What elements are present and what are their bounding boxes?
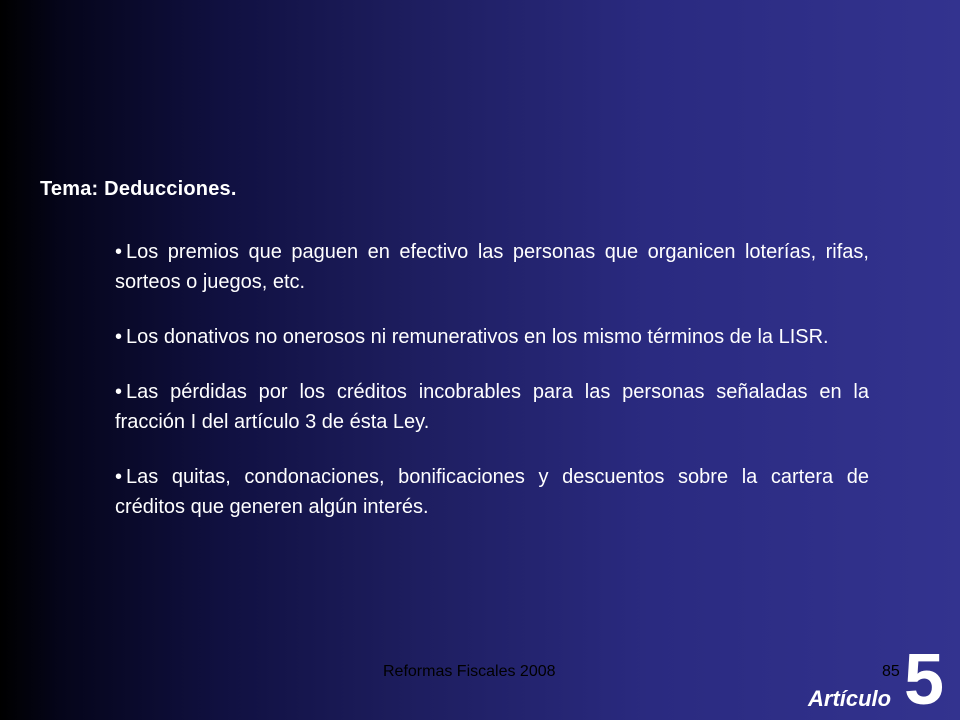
page-number: 85 bbox=[882, 663, 900, 680]
topic-heading: Tema: Deducciones. bbox=[40, 178, 237, 200]
bullet-dot-icon: • bbox=[115, 326, 123, 348]
bullet-list bbox=[115, 237, 869, 547]
bullet-item bbox=[115, 237, 869, 297]
bullet-item bbox=[115, 377, 869, 437]
bullet-item bbox=[115, 462, 869, 522]
bullet-text: Las pérdidas por los créditos incobrables para las personas señaladas en la fracción I del artículo 3 de ésta Ley. bbox=[115, 381, 869, 433]
bullet-dot-icon: • bbox=[115, 381, 123, 403]
article-label: Artículo bbox=[808, 686, 892, 711]
bullet-text: Los donativos no onerosos ni remunerativos en los mismo términos de la LISR. bbox=[126, 326, 829, 348]
bullet-text: Los premios que paguen en efectivo las personas que organicen loterías, rifas, sorteos o juegos, etc. bbox=[115, 241, 869, 293]
footer-title: Reformas Fiscales 2008 bbox=[383, 663, 556, 680]
article-number: 5 bbox=[904, 640, 945, 720]
bullet-dot-icon: • bbox=[115, 241, 123, 263]
bullet-item bbox=[115, 322, 869, 352]
bullet-text: Las quitas, condonaciones, bonificaciones y descuentos sobre la cartera de créditos que generen algún interés. bbox=[115, 466, 869, 518]
bullet-dot-icon: • bbox=[115, 466, 123, 488]
